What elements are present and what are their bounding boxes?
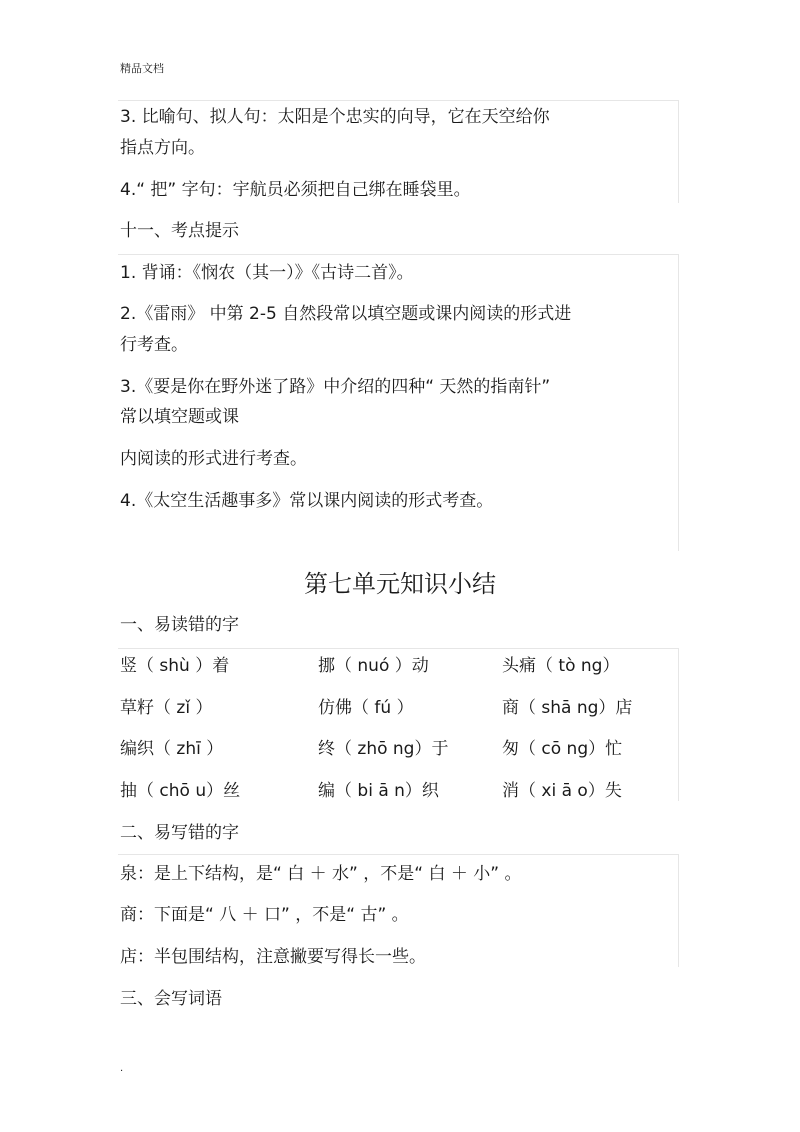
footer-mark: .: [120, 1063, 124, 1074]
misread-cell: 抽（ chō u）丝: [120, 781, 241, 801]
header-label: 精品文档: [120, 62, 164, 75]
sentence-3-line-1: 3. 比喻句、拟人句：太阳是个忠实的向导，它在天空给你: [120, 107, 550, 127]
misread-cell: 商（ shā ng）店: [502, 698, 633, 718]
misread-cell: 竖（ shù ）着: [120, 656, 230, 676]
misread-cell: 草籽（ zǐ ）: [120, 698, 213, 718]
misread-cell: 挪（ nuó ）动: [318, 656, 429, 676]
tip-3-line-3: 内阅读的形式进行考查。: [120, 449, 307, 469]
miswrite-heading: 二、易写错的字: [120, 823, 239, 843]
miswrite-line: 泉：是上下结构，是“ 白 ＋ 水” ，不是“ 白 ＋ 小” 。: [120, 864, 522, 884]
words-heading: 三、会写词语: [120, 989, 222, 1009]
sentence-3-line-2: 指点方向。: [120, 138, 205, 158]
misread-cell: 编（ bi ā n）织: [318, 781, 439, 801]
miswrite-line: 店：半包围结构，注意撇要写得长一些。: [120, 947, 426, 967]
sentence-4: 4.“ 把” 字句：宇航员必须把自己绑在睡袋里。: [120, 180, 471, 200]
tip-4: 4.《太空生活趣事多》常以课内阅读的形式考查。: [120, 491, 494, 511]
tip-1: 1. 背诵：《悯农（其一）》《古诗二首》。: [120, 263, 414, 283]
misread-cell: 终（ zhō ng）于: [318, 739, 449, 759]
miswrite-line: 商：下面是“ 八 ＋ 口” ，不是“ 古” 。: [120, 905, 409, 925]
tip-3-line-2: 常以填空题或课: [120, 407, 239, 427]
misread-heading: 一、易读错的字: [120, 615, 239, 635]
tip-3-line-1: 3.《要是你在野外迷了路》中介绍的四种“ 天然的指南针”: [120, 377, 551, 397]
unit-7-title: 第七单元知识小结: [304, 570, 496, 598]
section-11-heading: 十一、考点提示: [120, 221, 239, 241]
misread-cell: 仿佛（ fú ）: [318, 698, 414, 718]
tip-2-line-1: 2.《雷雨》 中第 2-5 自然段常以填空题或课内阅读的形式进: [120, 304, 572, 324]
misread-cell: 消（ xi ā o）失: [502, 781, 622, 801]
misread-cell: 头痛（ tò ng）: [502, 656, 620, 676]
tip-2-line-2: 行考查。: [120, 335, 188, 355]
misread-cell: 编织（ zhī ）: [120, 739, 224, 759]
misread-cell: 匆（ cō ng）忙: [502, 739, 623, 759]
